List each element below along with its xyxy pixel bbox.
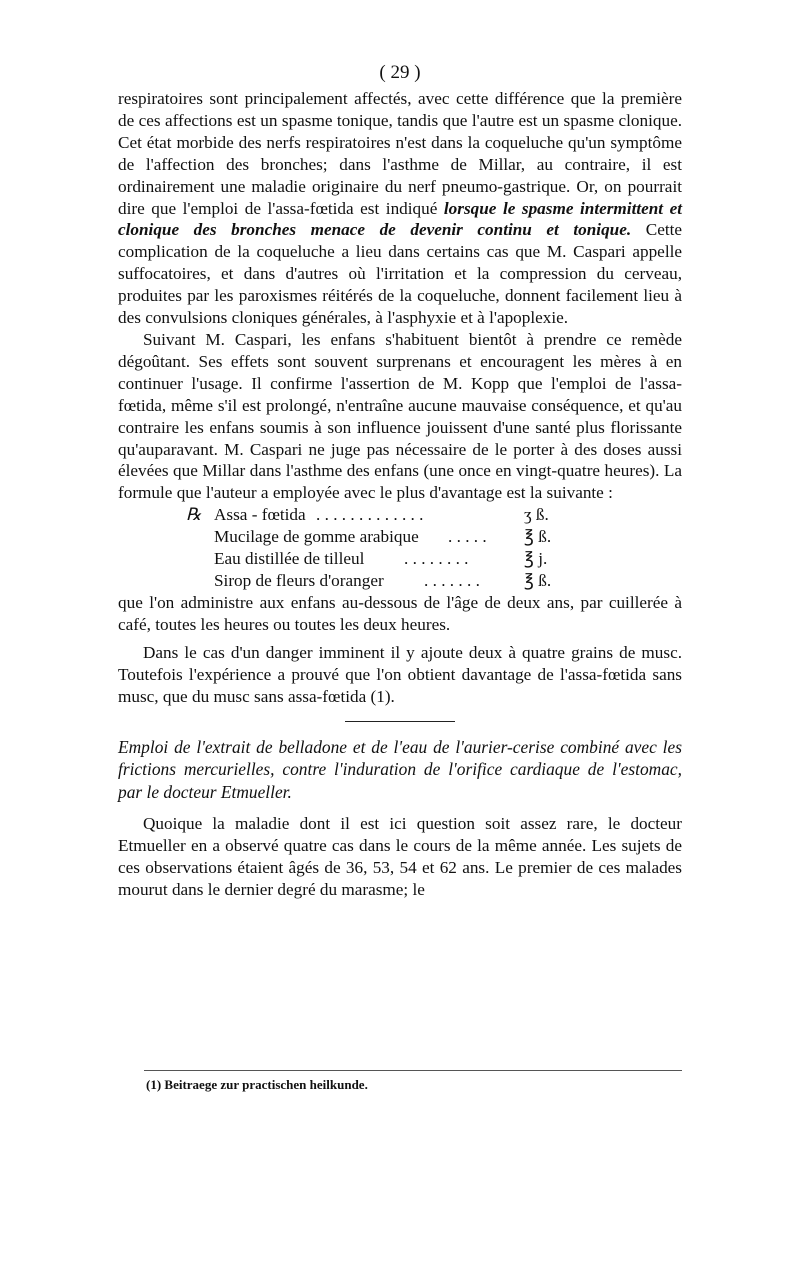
ingredient-quantity: ℥ ß.: [524, 571, 552, 591]
ingredient-name: Assa - fœtida: [214, 505, 306, 525]
paragraph-1: [118, 88, 682, 329]
ingredient-dots: . . . . . . .: [424, 571, 480, 591]
ingredient-name: Mucilage de gomme arabique: [214, 527, 419, 547]
ingredient-quantity: ℥ j.: [524, 549, 548, 569]
prescription-formula: [118, 504, 682, 592]
prescription-line: [118, 548, 682, 570]
paragraph-1-emphasis: lorsque le spasme intermittent et clonique des bronches menace de devenir continu et tonique.: [118, 198, 683, 240]
ingredient-quantity: ℥ ß.: [524, 527, 552, 547]
recipe-symbol: ℞: [186, 505, 202, 525]
ingredient-dots: . . . . .: [448, 527, 487, 547]
paragraph-2: Suivant M. Caspari, les enfans s'habituent bientôt à prendre ce remède dégoûtant. Ses effets sont souvent surprenans et encouragent les mères à en continuer l'usage. Il confirme l'assertion de M. Kopp que l'emploi de l'assa-fœtida, même s'il est prolongé, n'entraîne aucune mauvaise conséquence, et qu'au contraire les enfans soumis à son influence jouissent d'une santé plus florissante qu'auparavant. M. Caspari ne juge pas nécessaire de le porter à des doses aussi élevées que Millar dans l'asthme des enfans (une once en vingt-quatre heures). La formule que l'auteur a employée avec le plus d'avantage est la suivante :: [118, 329, 682, 503]
footnote-rule: [144, 1070, 682, 1071]
prescription-line: [118, 570, 682, 592]
page-number: ( 29 ): [379, 62, 421, 83]
ingredient-name: Sirop de fleurs d'oranger: [214, 571, 384, 591]
prescription-line: [118, 526, 682, 548]
paragraph-1-text: respiratoires sont principalement affectés, avec cette différence que la première de ces affections est un spasme tonique, tandis que l'autre est un spasme clonique. Cet état morbide des nerfs respiratoires n'est dans la coqueluche qu'un symptôme de l'affection des bronches; dans l'asthme de Millar, au contraire, il est ordinairement une maladie originaire du nerf pneumo-gastrique. Or, on pourrait dire que l'emploi de l'assa-fœtida est indiqué: [118, 89, 682, 218]
footnote: (1) Beitraege zur practischen heilkunde.: [146, 1077, 368, 1092]
prescription-line: [118, 504, 682, 526]
article-heading: Emploi de l'extrait de belladone et de l'eau de l'aurier-cerise combiné avec les frictions mercurielles, contre l'induration de l'orifice cardiaque de l'estomac, par le docteur Etmueller.: [118, 736, 682, 802]
paragraph-4: Dans le cas d'un danger imminent il y ajoute deux à quatre grains de musc. Toutefois l'expérience a prouvé que l'on obtient davantage de l'assa-fœtida sans musc, que du musc sans assa-fœtida (1).: [118, 643, 682, 706]
paragraph-5: Quoique la maladie dont il est ici question soit assez rare, le docteur Etmueller en a observé quatre cas dans le cours de la même année. Les sujets de ces observations étaient âgés de 36, 53, 54 et 62 ans. Le premier de ces malades mourut dans le dernier degré du marasme; le: [118, 814, 682, 899]
book-page: [118, 58, 682, 901]
ingredient-dots: . . . . . . . .: [404, 549, 469, 569]
paragraph-3: que l'on administre aux enfans au-dessous de l'âge de deux ans, par cuillerée à café, toutes les heures ou toutes les deux heures.: [118, 593, 682, 635]
ingredient-name: Eau distillée de tilleul: [214, 549, 365, 569]
ingredient-quantity: ʒ ß.: [524, 505, 549, 525]
ingredient-dots: . . . . . . . . . . . . .: [316, 505, 424, 525]
section-separator: [345, 721, 455, 722]
paragraph-1-continuation: Cette complication de la coqueluche a lieu dans certains cas que M. Caspari appelle suffocatoires, et dans d'autres où l'irritation et la compression du cerveau, produites par les paroxismes réitérés de la coqueluche, donnent facilement lieu à des convulsions cloniques générales, à l'asphyxie et à l'apoplexie.: [118, 220, 683, 328]
